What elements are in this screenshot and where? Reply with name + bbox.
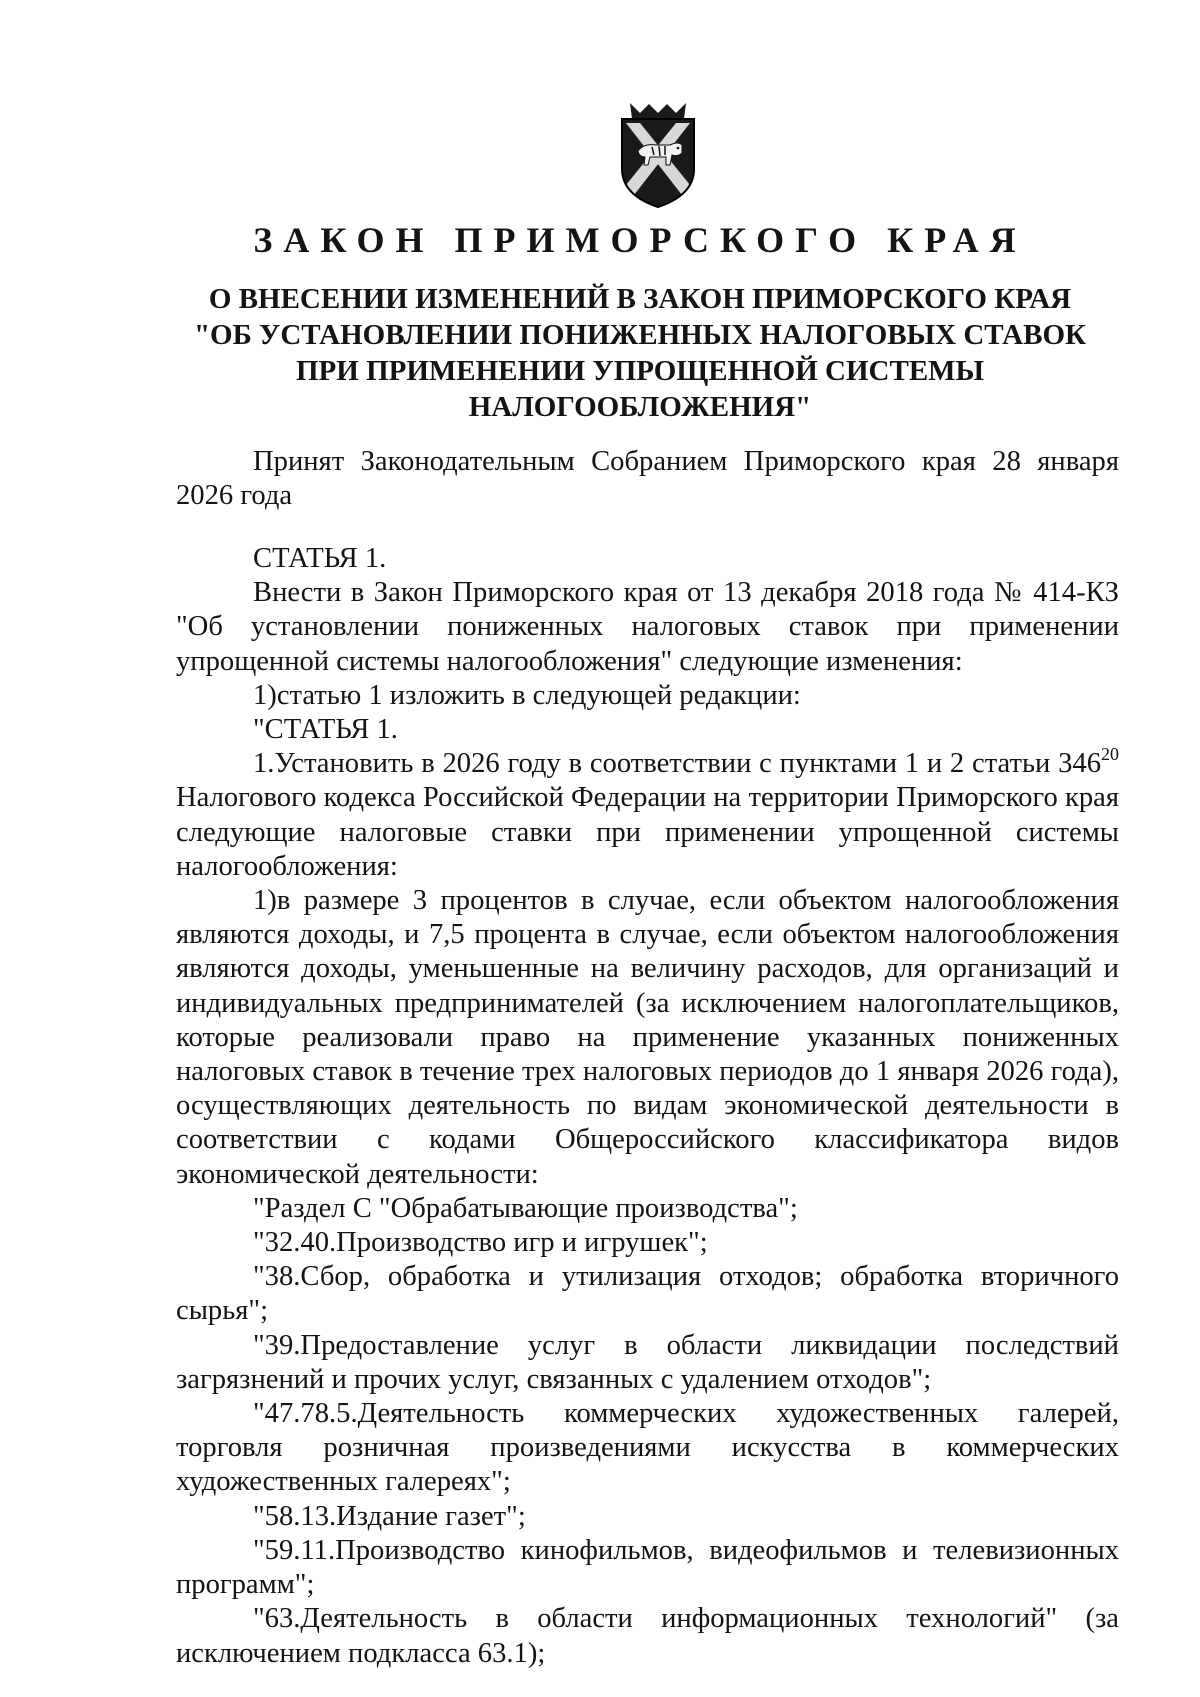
article-intro: Внести в Закон Приморского края от 13 декабря 2018 года № 414-КЗ "Об установлении пониженных налоговых ставок при применении упрощенной системы налогообложения" следующие изменения: <box>176 577 1119 677</box>
activity-item: "Раздел С "Обрабатывающие производства"; <box>253 1192 798 1224</box>
point-1-text: 1.Установить в 2026 году в соответствии с пунктами 1 и 2 статьи 346 <box>253 748 1101 780</box>
amendment-item-1: 1)статью 1 изложить в следующей редакции: <box>253 679 801 711</box>
law-title-line: "ОБ УСТАНОВЛЕНИИ ПОНИЖЕННЫХ НАЛОГОВЫХ СТАВОК <box>193 319 1087 351</box>
article-number-superscript: 20 <box>1101 744 1119 765</box>
point-1 <box>176 744 1119 884</box>
activity-item: "59.11.Производство кинофильмов, видеофильмов и телевизионных программ"; <box>176 1534 1119 1601</box>
activity-item: "32.40.Производство игр и игрушек"; <box>253 1227 708 1259</box>
activity-item: "39.Предоставление услуг в области ликвидации последствий загрязнений и прочих услуг, связанных с удалением отходов"; <box>176 1329 1119 1395</box>
activity-item: "47.78.5.Деятельность коммерческих художественных галерей, торговля розничная произведениями искусства в коммерческих художественных галереях"; <box>176 1398 1119 1498</box>
new-article-heading: "СТАТЬЯ 1. <box>253 714 398 746</box>
law-heading: ЗАКОН ПРИМОРСКОГО КРАЯ <box>253 220 1027 260</box>
law-title-line: О ВНЕСЕНИИ ИЗМЕНЕНИЙ В ЗАКОН ПРИМОРСКОГО КРАЯ <box>208 283 1072 315</box>
activity-item: "63.Деятельность в области информационных технологий" (за исключением подкласса 63.1); <box>176 1603 1119 1669</box>
adoption-statement <box>176 445 1119 513</box>
activity-item: "38.Сбор, обработка и утилизация отходов; обработка вторичного сырья"; <box>176 1261 1119 1327</box>
activity-item: "58.13.Издание газет"; <box>253 1500 526 1532</box>
law-title <box>160 281 1120 425</box>
article-1 <box>176 542 1119 1671</box>
law-title-line: ПРИ ПРИМЕНЕНИИ УПРОЩЕННОЙ СИСТЕМЫ <box>295 355 985 387</box>
article-heading: СТАТЬЯ 1. <box>253 543 387 574</box>
point-1-text-continued: Налогового кодекса Российской Федерации на территории Приморского края следующие налоговые ставки при применении упрощенной системы налогообложения: <box>176 782 1119 882</box>
law-title-line: НАЛОГООБЛОЖЕНИЯ" <box>468 391 812 423</box>
adoption-text: Принят Законодательным Собранием Приморского края 28 января 2026 года <box>176 446 1119 512</box>
primorsky-krai-coat-of-arms-icon <box>612 99 704 209</box>
subpoint-1: 1)в размере 3 процентов в случае, если объектом налогообложения являются доходы, и 7,5 процента в случае, если объектом налогообложения являются доходы, уменьшенные на величину расходов, для организаций и индивидуальных предпринимателей (за исключением налогоплательщиков, которые реализовали право на применение указанных пониженных налоговых ставок в течение трех налоговых периодов до 1 января 2026 года), осуществляющих деятельность по видам экономической деятельности в соответствии с кодами Общероссийского классификатора видов экономической деятельности: <box>176 885 1119 1190</box>
